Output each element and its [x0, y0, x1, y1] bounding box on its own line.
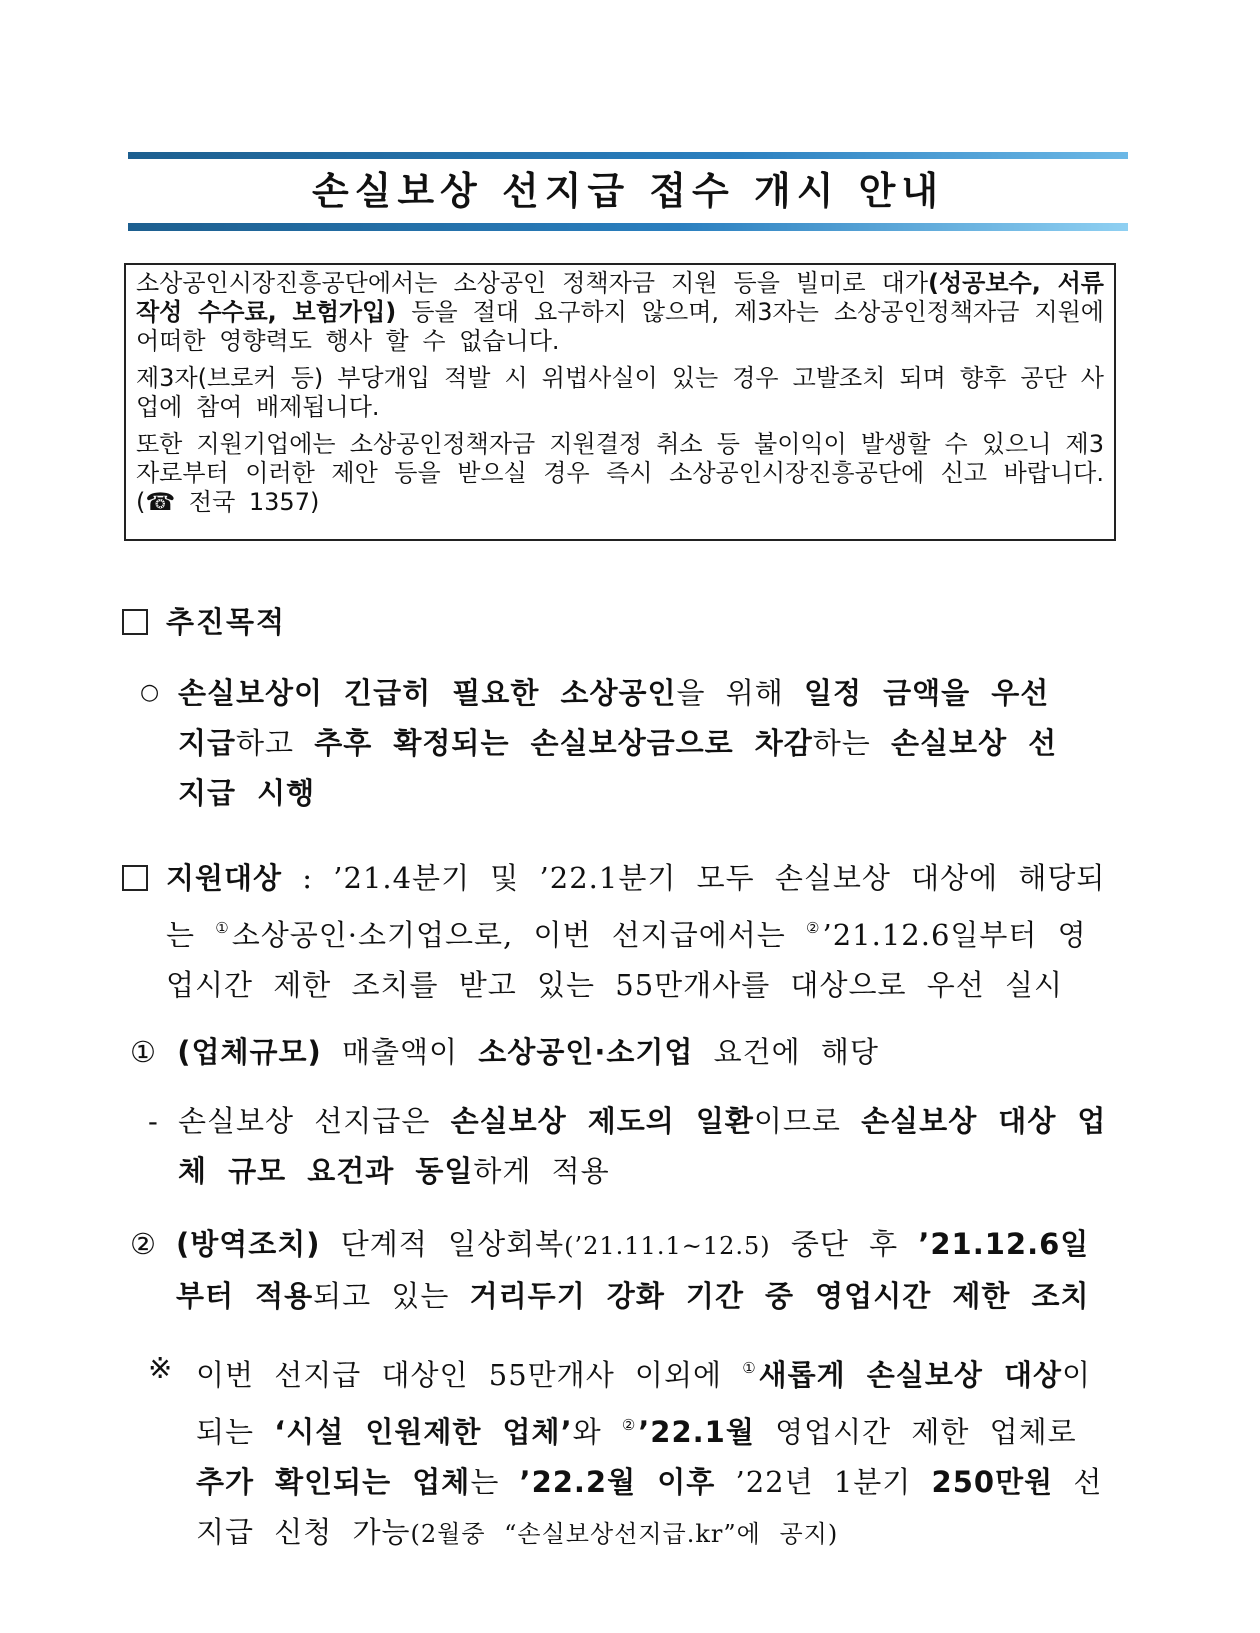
dash-item-1	[148, 1096, 1108, 1196]
notice-paragraph-1	[136, 269, 1104, 356]
target-text: : ’21.4분기 및 ’22.1분기 모두 손실보상 대상에 해당되는	[166, 861, 1106, 952]
item-date-range: (’21.11.1~12.5)	[564, 1232, 771, 1260]
title-rule-top	[128, 152, 1128, 159]
dash-text: 손실보상 선지급은	[178, 1104, 451, 1138]
note-text: 새롭게 손실보상 대상	[758, 1358, 1062, 1392]
target-text: 소상공인·소기업으로, 이번 선지급에서는	[231, 918, 807, 952]
section-title: 추진목적	[166, 605, 287, 639]
note-text: ’22.1월	[638, 1415, 755, 1449]
circled-number: ①	[742, 1359, 757, 1377]
circled-number: ②	[621, 1416, 637, 1434]
title-block	[128, 152, 1128, 231]
item-text: 되고 있는	[313, 1279, 470, 1313]
dash-text: 손실보상 제도의 일환	[450, 1104, 754, 1138]
section-purpose-heading	[122, 600, 286, 641]
section-title: 지원대상	[166, 861, 283, 895]
note-text: (2월중 “손실보상선지급.kr”에 공지)	[410, 1520, 839, 1548]
item-text: 중단 후	[770, 1227, 919, 1261]
item-number: ①	[130, 1035, 157, 1069]
note-text: ’22년 1분기	[715, 1465, 932, 1499]
target-paragraph	[122, 853, 1107, 1010]
dash-text: 손실보상 대상 업체 규모 요건과 동일	[178, 1104, 1107, 1188]
checkbox-square-icon	[122, 609, 148, 635]
note-text: 이번 선지급 대상인 55만개사 이외에	[196, 1358, 743, 1392]
item-number: ②	[130, 1227, 157, 1261]
purpose-paragraph	[140, 668, 1070, 818]
item-label: (업체규모)	[177, 1035, 322, 1069]
dash-bullet: -	[148, 1104, 159, 1138]
item-text: ’21.12.6일부터 적용	[176, 1227, 1090, 1313]
note-text: 이 되는	[196, 1358, 1091, 1449]
note-text: 는	[470, 1465, 520, 1499]
item-label: (방역조치)	[176, 1227, 321, 1261]
dash-text: 하게 적용	[473, 1154, 610, 1188]
purpose-text: 하고	[236, 726, 315, 760]
circled-number: ②	[806, 919, 821, 937]
notice-paragraph-3: 또한 지원기업에는 소상공인정책자금 지원결정 취소 등 불이익이 발생할 수 있으니 제3자로부터 이러한 제안 등을 받으실 경우 즉시 소상공인시장진흥공단에 신고 바랍니다. (☎ 전국 1357)	[136, 430, 1104, 516]
reference-mark-icon: ※	[148, 1351, 174, 1385]
notice-text: 소상공인시장진흥공단에서는 소상공인 정책자금 지원 등을 빌미로 대가	[136, 269, 928, 297]
purpose-text: 을 위해	[676, 676, 804, 710]
item-2	[130, 1219, 1090, 1321]
item-1	[130, 1027, 1110, 1077]
note-text: ‘시설 인원제한 업체’	[274, 1415, 573, 1449]
item-text: 소상공인·소기업	[478, 1035, 694, 1069]
note-text: 영업시간 제한 업체로	[754, 1415, 1077, 1449]
notice-text: 등을 절대 요구하지 않으며, 제3자는 소상공인정책자금 지원에 어떠한 영향력도 행사 할 수 없습니다.	[136, 298, 1104, 355]
purpose-text: 손실보상 선지급 시행	[178, 726, 1058, 810]
purpose-text: 하는	[812, 726, 892, 760]
purpose-text: 손실보상이 긴급히 필요한 소상공인	[178, 676, 677, 710]
note-text: 250만원	[931, 1465, 1054, 1499]
item-text: 요건에 해당	[693, 1035, 879, 1069]
page-title: 손실보상 선지급 접수 개시 안내	[311, 169, 945, 213]
note-text: 선지급 신청 가능	[196, 1465, 1103, 1549]
item-text: 단계적 일상회복	[320, 1227, 565, 1261]
item-text: 거리두기 강화 기간 중 영업시간 제한 조치	[469, 1279, 1090, 1313]
target-text: ’21.12.6일부터 영업시간 제한 조치를 받고 있는 55만개사를 대상으로 우선 실시	[166, 918, 1087, 1002]
note-text: ’22.2월 이후	[519, 1465, 716, 1499]
note-text: 와	[572, 1415, 622, 1449]
note-text: 추가 확인되는 업체	[196, 1465, 471, 1499]
note-paragraph	[148, 1343, 1108, 1559]
notice-paragraph-2: 제3자(브로커 등) 부당개입 적발 시 위법사실이 있는 경우 고발조치 되며 향후 공단 사업에 참여 배제됩니다.	[136, 364, 1104, 421]
purpose-text: 일정 금액을 우선 지급	[178, 676, 1050, 760]
purpose-text: 추후 확정되는 손실보상금으로 차감	[314, 726, 813, 760]
dash-text: 이므로	[753, 1104, 862, 1138]
notice-bold-text: (성공보수, 서류작성 수수료, 보험가입)	[136, 269, 1104, 326]
title-rule-bottom	[128, 223, 1128, 231]
item-text: 매출액이	[321, 1035, 479, 1069]
circle-bullet-icon: ○	[140, 680, 161, 705]
circled-number: ①	[215, 919, 230, 937]
notice-box	[124, 263, 1116, 541]
checkbox-square-icon	[122, 865, 148, 891]
